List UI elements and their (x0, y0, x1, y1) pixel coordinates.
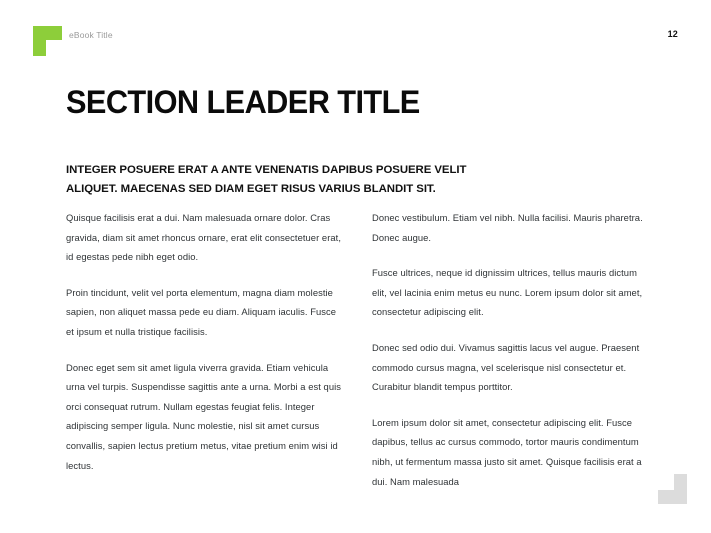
body-paragraph: Donec eget sem sit amet ligula viverra gravida. Etiam vehicula urna vel turpis. Suspendisse sagittis ante a urna. Morbi a est quis orci consequat rutrum. Nullam egestas feugiat felis. Integer adipiscing semper ligula. Nunc molestie, nisl sit amet cursus convallis, sapien lectus pretium metus, vitae pretium enim wisi id lectus. (66, 361, 341, 471)
body-paragraph: Donec vestibulum. Etiam vel nibh. Nulla facilisi. Mauris pharetra. Donec augue. (372, 212, 643, 243)
body-paragraph: Proin tincidunt, velit vel porta elementum, magna diam molestie sapien, non aliquet massa pede eu diam. Aliquam iaculis. Fusce et ipsum et nulla tristique facilisis. (66, 286, 337, 337)
left-text-column (66, 208, 341, 491)
section-subtitle: INTEGER POSUERE ERAT A ANTE VENENATIS DAPIBUS POSUERE VELIT ALIQUET. MAECENAS SED DIAM EGET RISUS VARIUS BLANDIT SIT. (66, 164, 467, 196)
corner-vertical-bar (674, 474, 687, 504)
body-paragraph: Donec sed odio dui. Vivamus sagittis lacus vel augue. Praesent commodo cursus magna, vel scelerisque nisl consectetur et. Curabitur blandit tempus porttitor. (372, 341, 640, 393)
logo-vertical-bar (33, 26, 46, 56)
page-number: 12 (667, 29, 678, 39)
corner-bracket-decoration-icon (658, 474, 687, 504)
right-text-column (372, 208, 647, 491)
body-paragraph: Quisque facilisis erat a dui. Nam malesuada ornare dolor. Cras gravida, diam sit amet rhoncus ornare, erat elit consectetuer erat, id egestas pede nibh eget odio. (66, 212, 341, 263)
body-paragraph: Fusce ultrices, neque id dignissim ultrices, tellus mauris dictum elit, vel lacinia enim metus eu nunc. Lorem ipsum dolor sit amet, consectetur adipiscing elit. (372, 267, 643, 318)
page-header (33, 26, 678, 60)
body-paragraph: Lorem ipsum dolor sit amet, consectetur adipiscing elit. Fusce dapibus, tellus ac cursus commodo, tortor mauris condimentum nibh, ut fermentum massa justo sit amet. Quisque facilisis erat a dui. Nam malesuada (372, 416, 642, 487)
page-title: SECTION LEADER TITLE (66, 84, 420, 121)
corner-bracket-logo-icon (33, 26, 62, 56)
header-ebook-title: eBook Title (69, 30, 113, 40)
body-columns (66, 208, 661, 491)
